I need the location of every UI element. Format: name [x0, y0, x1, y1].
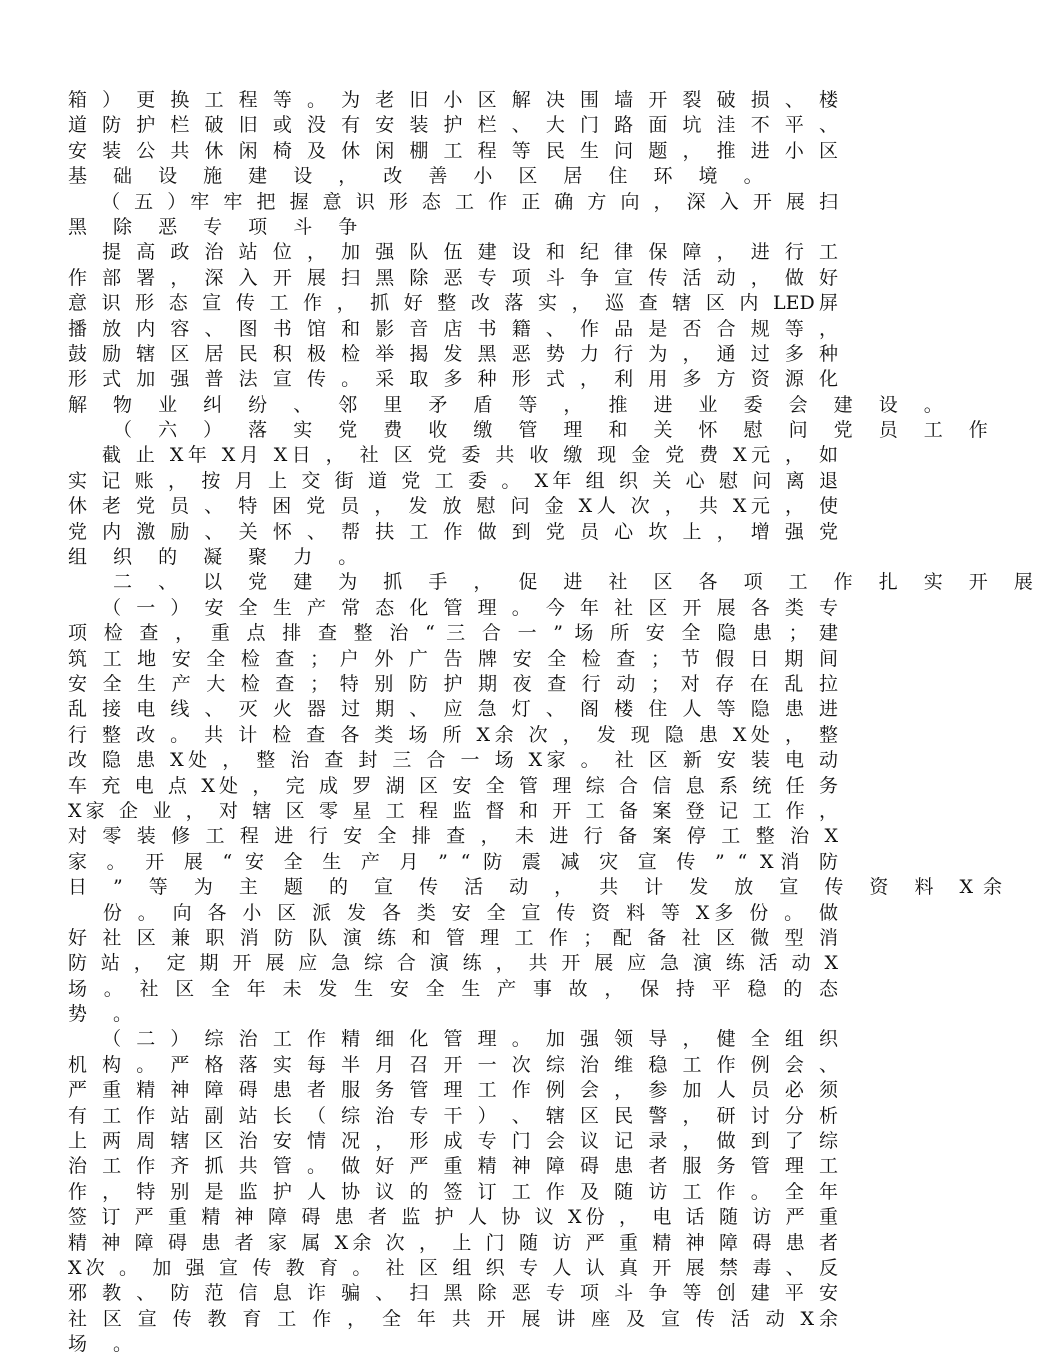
text-line: 黑 除 恶 专 项 斗 争: [68, 215, 368, 238]
text-line: 行 整 改 。 共 计 检 查 各 类 场 所 X余 次 ， 发 现 隐 患 X处 ， 整: [68, 723, 838, 746]
text-line: 上 两 周 辖 区 治 安 情 况 ， 形 成 专 门 会 议 记 录 ， 做 到 了 综: [68, 1130, 838, 1153]
text-line: 势 。: [68, 1003, 143, 1026]
text-line: 实 记 账 ， 按 月 上 交 街 道 党 工 委 。 X年 组 织 关 心 慰 问 离 退: [68, 469, 838, 492]
text-line: 改 隐 患 X处 ， 整 治 查 封 三 合 一 场 X家 。 社 区 新 安 装 电 动: [68, 749, 838, 772]
text-line: 道 防 护 栏 破 旧 或 没 有 安 装 护 栏 、 大 门 路 面 坑 洼 不 平 、: [68, 114, 838, 137]
text-line: （ 二 ） 综 治 工 作 精 细 化 管 理 。 加 强 领 导 ， 健 全 组 织: [68, 1028, 838, 1051]
text-line: 社 区 宣 传 教 育 工 作 ， 全 年 共 开 展 讲 座 及 宣 传 活 动 X余: [68, 1307, 838, 1330]
text-line: 休 老 党 员 、 特 困 党 员 ， 发 放 慰 问 金 X人 次 ， 共 X元 ， 使: [68, 495, 838, 518]
text-line: 形 式 加 强 普 法 宣 传 。 采 取 多 种 形 式 ， 利 用 多 方 资 源 化: [68, 368, 838, 391]
text-line: 好 社 区 兼 职 消 防 队 演 练 和 管 理 工 作 ； 配 备 社 区 微 型 消: [68, 926, 838, 949]
text-line: （ 六 ） 落 实 党 费 收 缴 管 理 和 关 怀 慰 问 党 员 工 作: [68, 419, 998, 442]
text-line: 基 础 设 施 建 设 ， 改 善 小 区 居 住 环 境 。: [68, 165, 773, 188]
text-line: （ 五 ）牢 牢 把 握 意 识 形 态 工 作 正 确 方 向 ， 深 入 开 展 扫: [68, 190, 838, 213]
text-line: 车 充 电 点 X处 ， 完 成 罗 湖 区 安 全 管 理 综 合 信 息 系 统 任 务: [68, 774, 838, 797]
document-body: [68, 88, 1043, 1358]
text-line: 作 ， 特 别 是 监 护 人 协 议 的 签 订 工 作 及 随 访 工 作 。 全 年: [68, 1180, 838, 1203]
text-line: 项 检 查 ， 重 点 排 查 整 治 “ 三 合 一 ” 场 所 安 全 隐 患 ； 建: [68, 622, 838, 645]
text-line: 严 重 精 神 障 碍 患 者 服 务 管 理 工 作 例 会 ， 参 加 人 员 必 须: [68, 1079, 838, 1102]
text-line: 家 。 开 展 “ 安 全 生 产 月 ” “ 防 震 减 灾 宣 传 ” “ X消 防: [68, 850, 838, 873]
text-line: 场 。 社 区 全 年 未 发 生 安 全 生 产 事 故 ， 保 持 平 稳 的 态: [68, 977, 838, 1000]
text-line: X次 。 加 强 宣 传 教 育 。 社 区 组 织 专 人 认 真 开 展 禁 毒 、 反: [68, 1256, 838, 1279]
text-line: 安 全 生 产 大 检 查 ； 特 别 防 护 期 夜 查 行 动 ； 对 存 在 乱 拉: [68, 672, 838, 695]
text-line: 组 织 的 凝 聚 力 。: [68, 546, 368, 569]
text-line: 提 高 政 治 站 位 ， 加 强 队 伍 建 设 和 纪 律 保 障 ， 进 行 工: [68, 241, 838, 264]
text-line: 二 、 以 党 建 为 抓 手 ， 促 进 社 区 各 项 工 作 扎 实 开 展: [68, 571, 1043, 594]
text-line: 安 装 公 共 休 闲 椅 及 休 闲 棚 工 程 等 民 生 问 题 ， 推 进 小 区: [68, 139, 838, 162]
text-line: 治 工 作 齐 抓 共 管 。 做 好 严 重 精 神 障 碍 患 者 服 务 管 理 工: [68, 1155, 838, 1178]
text-line: 日 ” 等 为 主 题 的 宣 传 活 动 ， 共 计 发 放 宣 传 资 料 X余: [68, 876, 1013, 899]
text-line: 场 。: [68, 1333, 143, 1356]
text-line: 邪 教 、 防 范 信 息 诈 骗 、 扫 黑 除 恶 专 项 斗 争 等 创 建 平 安: [68, 1282, 838, 1305]
text-line: 精 神 障 碍 患 者 家 属 X余 次 ， 上 门 随 访 严 重 精 神 障 碍 患 者: [68, 1231, 838, 1254]
text-line: 防 站 ， 定 期 开 展 应 急 综 合 演 练 ， 共 开 展 应 急 演 练 活 动 X: [68, 952, 838, 975]
text-line: 播 放 内 容 、 图 书 馆 和 影 音 店 书 籍 、 作 品 是 否 合 规 等 ，: [68, 317, 838, 340]
text-line: 签 订 严 重 精 神 障 碍 患 者 监 护 人 协 议 X份 ， 电 话 随 访 严 重: [68, 1206, 838, 1229]
text-line: 箱 ） 更 换 工 程 等 。 为 老 旧 小 区 解 决 围 墙 开 裂 破 损 、 楼: [68, 89, 838, 111]
text-line: （ 一 ） 安 全 生 产 常 态 化 管 理 。 今 年 社 区 开 展 各 类 专: [68, 596, 838, 619]
text-line: 机 构 。 严 格 落 实 每 半 月 召 开 一 次 综 治 维 稳 工 作 例 会 、: [68, 1053, 838, 1076]
text-line: 意 识 形 态 宣 传 工 作 ， 抓 好 整 改 落 实 ， 巡 查 辖 区 内 LED屏: [68, 292, 838, 315]
text-line: 解 物 业 纠 纷 、 邻 里 矛 盾 等 ， 推 进 业 委 会 建 设 。: [68, 393, 953, 416]
text-line: X家 企 业 ， 对 辖 区 零 星 工 程 监 督 和 开 工 备 案 登 记 工 作 ，: [68, 799, 838, 822]
text-line: 乱 接 电 线 、 灭 火 器 过 期 、 应 急 灯 、 阁 楼 住 人 等 隐 患 进: [68, 698, 838, 721]
text-line: 截 止 X年 X月 X日 ， 社 区 党 委 共 收 缴 现 金 党 费 X元 ， 如: [68, 444, 838, 467]
text-line: 党 内 激 励 、 关 怀 、 帮 扶 工 作 做 到 党 员 心 坎 上 ， 增 强 党: [68, 520, 838, 543]
text-line: 筑 工 地 安 全 检 查 ； 户 外 广 告 牌 安 全 检 查 ； 节 假 日 期 间: [68, 647, 838, 670]
text-line: 对 零 装 修 工 程 进 行 安 全 排 查 ， 未 进 行 备 案 停 工 整 治 X: [68, 825, 838, 848]
text-line: 份 。 向 各 小 区 派 发 各 类 安 全 宣 传 资 料 等 X多 份 。 做: [68, 901, 838, 924]
text-line: 作 部 署 ， 深 入 开 展 扫 黑 除 恶 专 项 斗 争 宣 传 活 动 ， 做 好: [68, 266, 838, 289]
text-line: 鼓 励 辖 区 居 民 积 极 检 举 揭 发 黑 恶 势 力 行 为 ， 通 过 多 种: [68, 342, 838, 365]
text-line: 有 工 作 站 副 站 长 （ 综 治 专 干 ） 、 辖 区 民 警 ， 研 讨 分 析: [68, 1104, 838, 1127]
